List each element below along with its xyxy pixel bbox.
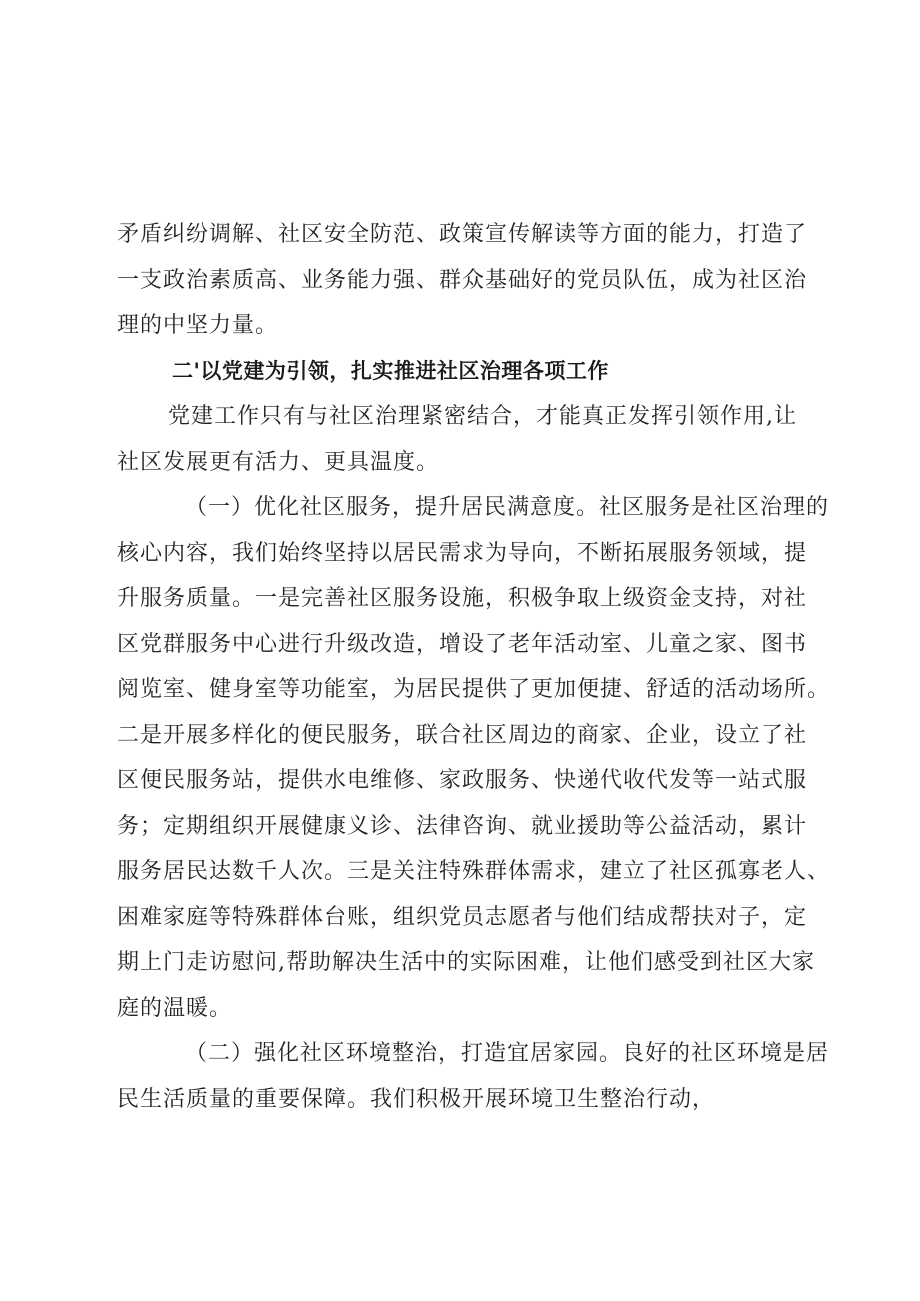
text-line: 区便民服务站，提供水电维修、家政服务、快递代收代发等一站式服	[117, 768, 808, 793]
text-line: 阅览室、健身室等功能室，为居民提供了更加便捷、舒适的活动场所。	[117, 677, 831, 702]
text-line: 矛盾纠纷调解、社区安全防范、政策宣传解读等方面的能力，打造了	[117, 222, 808, 247]
text-line: 庭的温暖。	[117, 995, 233, 1021]
section-heading: 二'以党建为引领，扎实推进社区治理各项工作	[172, 358, 609, 383]
text-line: 理的中坚力量。	[117, 313, 279, 338]
document-body	[117, 212, 831, 1122]
paragraph-continuation	[117, 212, 807, 349]
text-line: 社区发展更有活力、更具温度。	[117, 449, 440, 475]
text-line: 核心内容，我们始终坚持以居民需求为导向，不断拓展服务领域，提	[117, 540, 808, 566]
text-line: （一）优化社区服务，提升居民满意度。社区服务是社区治理的	[185, 495, 830, 520]
text-line: 民生活质量的重要保障。我们积极开展环境卫生整治行动，	[117, 1086, 716, 1112]
text-line: 二是开展多样化的便民服务，联合社区周边的商家、企业，设立了社	[117, 722, 808, 748]
paragraph-community-service	[117, 485, 831, 1031]
text-line: 期上门走访慰问,帮助解决生活中的实际困难，让他们感受到社区大家	[117, 950, 815, 975]
text-line: 困难家庭等特殊群体台账，组织党员志愿者与他们结成帮扶对子，定	[117, 904, 808, 930]
paragraph-environment	[117, 1031, 830, 1122]
text-line: 务；定期组织开展健康义诊、法律咨询、就业援助等公益活动，累计	[117, 813, 808, 839]
paragraph-intro	[117, 394, 807, 485]
text-line: 升服务质量。一是完善社区服务设施，积极争取上级资金支持，对社	[117, 586, 808, 611]
text-line: （二）强化社区环境整治，打造宜居家园。良好的社区环境是居	[185, 1041, 830, 1066]
text-line: 区党群服务中心进行升级改造，增设了老年活动室、儿童之家、图书	[117, 631, 808, 657]
text-line: 服务居民达数千人次。三是关注特殊群体需求，建立了社区孤寡老人、	[117, 859, 831, 884]
text-line: 党建工作只有与社区治理紧密结合，才能真正发挥引领作用,让	[168, 404, 797, 429]
text-line: 一支政治素质高、业务能力强、群众基础好的党员队伍，成为社区治	[117, 267, 808, 293]
